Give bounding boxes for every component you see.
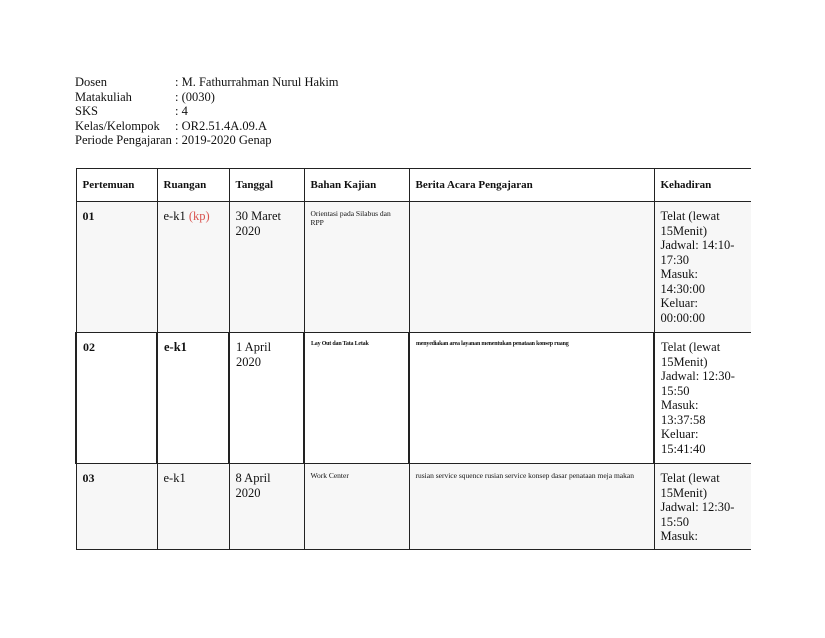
cell-bahan-kajian: Work Center <box>304 464 409 550</box>
info-row-dosen <box>75 75 339 90</box>
attendance-status: Telat (lewat 15Menit) <box>660 471 720 500</box>
attendance-in: Masuk: 14:30:00 <box>660 267 705 296</box>
info-label: Dosen <box>75 75 107 89</box>
cell-berita-acara: menyediakan area layanan menentukan penataan konsep ruang <box>409 333 654 464</box>
info-value: : (0030) <box>175 89 215 104</box>
table-row <box>76 464 751 550</box>
cell-pertemuan: 03 <box>76 464 157 550</box>
header-pertemuan: Pertemuan <box>76 169 157 202</box>
attendance-table-wrapper <box>75 168 751 552</box>
cell-ruangan <box>157 464 229 550</box>
room-name: e-k1 <box>163 471 186 485</box>
info-label: Matakuliah <box>75 89 132 104</box>
table-row <box>76 202 751 333</box>
attendance-schedule: Jadwal: 12:30-15:50 <box>660 500 735 529</box>
attendance-schedule: Jadwal: 14:10-17:30 <box>660 238 735 267</box>
course-info <box>75 75 339 148</box>
attendance-out: Keluar: 00:00:00 <box>660 296 705 325</box>
cell-pertemuan: 01 <box>76 202 157 333</box>
header-bahan-kajian: Bahan Kajian <box>304 169 409 202</box>
table-header-row <box>76 169 751 202</box>
info-label: Kelas/Kelompok <box>75 118 160 133</box>
cell-berita-acara: rusian service squence rusian service konsep dasar penataan meja makan <box>409 464 654 550</box>
attendance-in: Masuk: <box>660 529 698 543</box>
cell-berita-acara <box>409 202 654 333</box>
cell-bahan-kajian: Lay Out dan Tata Letak <box>304 333 409 464</box>
cell-ruangan <box>157 333 229 464</box>
cell-kehadiran <box>654 333 751 464</box>
header-ruangan: Ruangan <box>157 169 229 202</box>
room-tag: (kp) <box>188 209 210 223</box>
attendance-in: Masuk: 13:37:58 <box>661 398 706 427</box>
info-value: : M. Fathurrahman Nurul Hakim <box>175 75 339 89</box>
cell-tanggal: 1 April 2020 <box>229 333 304 464</box>
attendance-table <box>75 168 751 550</box>
cell-tanggal: 30 Maret 2020 <box>229 202 304 333</box>
cell-tanggal: 8 April 2020 <box>229 464 304 550</box>
info-label: Periode Pengajaran <box>75 133 172 148</box>
info-value: : OR2.51.4A.09.A <box>175 118 268 133</box>
room-name: e-k1 <box>163 209 186 223</box>
attendance-status: Telat (lewat 15Menit) <box>661 340 721 369</box>
cell-ruangan <box>157 202 229 333</box>
cell-pertemuan: 02 <box>76 333 157 464</box>
attendance-schedule: Jadwal: 12:30-15:50 <box>661 369 735 398</box>
attendance-out: Keluar: 15:41:40 <box>661 427 706 456</box>
room-name: e-k1 <box>164 340 187 354</box>
info-row-periode <box>75 133 339 148</box>
info-row-kelas <box>75 119 339 134</box>
header-tanggal: Tanggal <box>229 169 304 202</box>
table-row <box>76 333 751 464</box>
cell-bahan-kajian: Orientasi pada Silabus dan RPP <box>304 202 409 333</box>
info-value: : 2019-2020 Genap <box>175 133 272 148</box>
cell-kehadiran <box>654 464 751 550</box>
cell-kehadiran <box>654 202 751 333</box>
attendance-status: Telat (lewat 15Menit) <box>660 209 720 238</box>
info-value: : 4 <box>175 104 188 119</box>
info-row-sks <box>75 104 339 119</box>
info-label: SKS <box>75 104 98 119</box>
header-kehadiran: Kehadiran <box>654 169 751 202</box>
info-row-matakuliah <box>75 90 339 105</box>
header-berita-acara: Berita Acara Pengajaran <box>409 169 654 202</box>
